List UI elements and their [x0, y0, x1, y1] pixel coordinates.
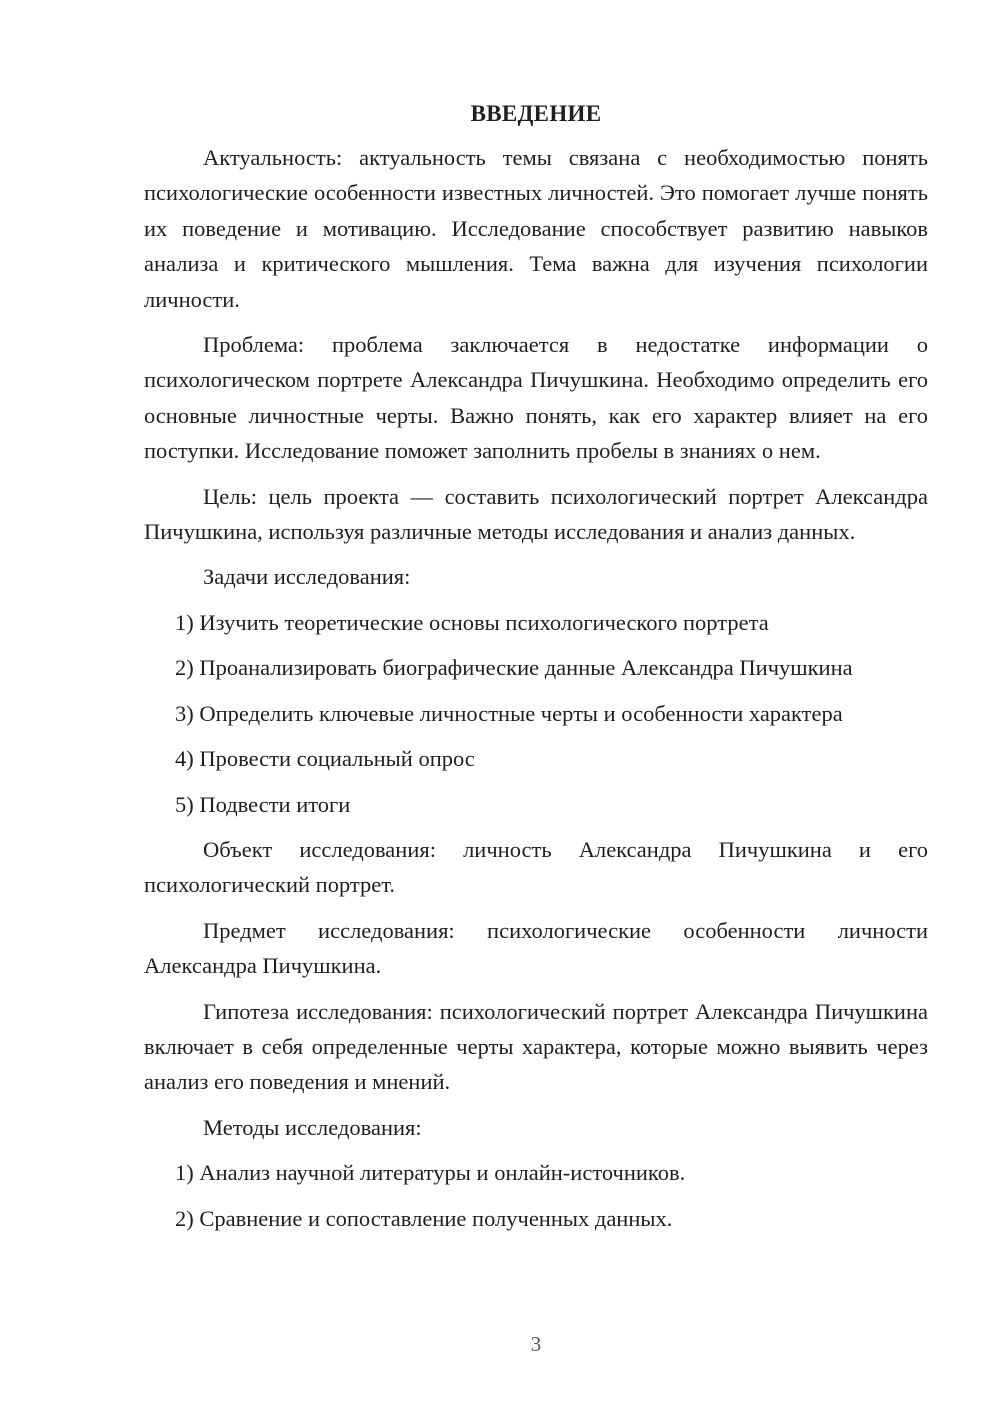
list-item: 1) Изучить теоретические основы психологического портрета: [175, 609, 769, 635]
paragraph-problem: Проблема: проблема заключается в недостатке информации о психологическом портрете Александра Пичушкина. Необходимо определить его основные личностные черты. Важно понять, как его характер влияет на его поступки. Исследование поможет заполнить пробелы в знаниях о нем.: [144, 332, 928, 464]
list-item: 3) Определить ключевые личностные черты и особенности характера: [175, 700, 843, 726]
tasks-heading: Задачи исследования:: [203, 564, 411, 590]
list-item: 5) Подвести итоги: [175, 791, 351, 817]
paragraph-goal: Цель: цель проекта — составить психологический портрет Александра Пичушкина, используя различные методы исследования и анализ данных.: [144, 483, 928, 545]
methods-heading: Методы исследования:: [203, 1114, 422, 1140]
methods-list: [144, 1155, 928, 1236]
tasks-list: [144, 605, 928, 822]
list-item: 1) Анализ научной литературы и онлайн-источников.: [175, 1160, 686, 1186]
list-item: 2) Сравнение и сопоставление полученных данных.: [175, 1205, 673, 1231]
paragraph-object: Объект исследования: личность Александра Пичушкина и его психологический портрет.: [144, 836, 928, 898]
list-item: 2) Проанализировать биографические данные Александра Пичушкина: [175, 655, 853, 681]
section-title: ВВЕДЕНИЕ: [470, 101, 602, 126]
paragraph-relevance: Актуальность: актуальность темы связана с необходимостью понять психологические особенности известных личностей. Это помогает лучше понять их поведение и мотивацию. Исследование способствует развитию навыков анализа и критического мышления. Тема важна для изучения психологии личности.: [144, 145, 928, 312]
list-item: 4) Провести социальный опрос: [175, 746, 475, 772]
paragraph-subject: Предмет исследования: психологические особенности личности Александра Пичушкина.: [144, 917, 928, 979]
page-number: 3: [530, 1332, 542, 1356]
paragraph-hypothesis: Гипотеза исследования: психологический портрет Александра Пичушкина включает в себя определенные черты характера, которые можно выявить через анализ его поведения и мнений.: [144, 998, 928, 1095]
